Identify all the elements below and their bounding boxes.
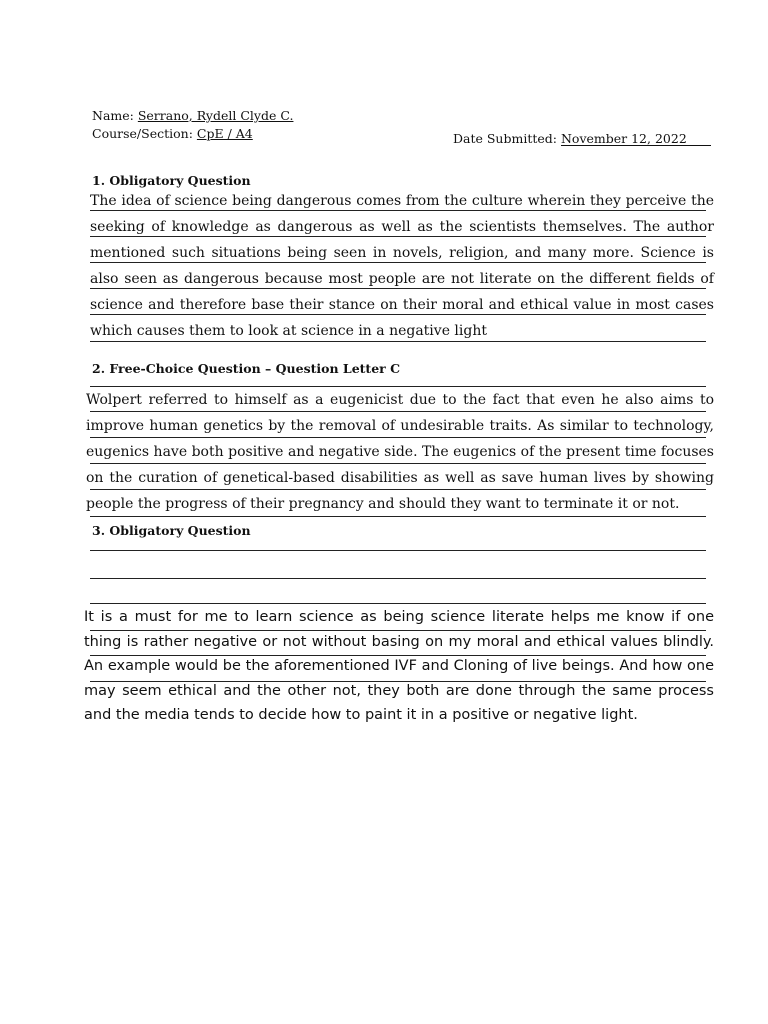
- date-submitted-line: [453, 131, 711, 146]
- question-2-answer: Wolpert referred to himself as a eugenicist due to the fact that even he also aims to improve human genetics by the removal of undesirable traits. As similar to technology, eugenics have both positive and negative side. The eugenics of the present time focuses on the curation of genetical-based disabilities as well as save human lives by showing people the progress of their pregnancy and should they want to terminate it or not.: [86, 392, 714, 512]
- question-3-answer: It is a must for me to learn science as being science literate helps me know if one thing is rather negative or not without basing on my moral and ethical values blindly. An example would be the aforementioned IVF and Cloning of live beings. And how one may seem ethical and the other not, they both are done through the same process and the media tends to decide how to paint it in a positive or negative light.: [84, 609, 714, 723]
- question-3-heading: 3. Obligatory Question: [92, 523, 251, 538]
- student-name: Serrano, Rydell Clyde C.: [137, 108, 294, 123]
- ruled-line: [90, 578, 706, 579]
- question-1-answer: The idea of science being dangerous comes from the culture wherein they perceive the seeking of knowledge as dangerous as well as the scientists themselves. The author mentioned such situations being seen in novels, religion, and many more. Science is also seen as dangerous because most people are not literate on the different fields of science and therefore base their stance on their moral and ethical value in most cases which causes them to look at science in a negative light: [90, 193, 714, 339]
- date-label: Date Submitted:: [453, 131, 557, 146]
- course-section-line: [92, 126, 253, 141]
- course-label: Course/Section:: [92, 126, 193, 141]
- ruled-line: [90, 550, 706, 551]
- name-line: [92, 108, 293, 123]
- name-label: Name:: [92, 108, 134, 123]
- course-section-value: CpE / A4: [196, 126, 253, 141]
- question-2-heading: 2. Free-Choice Question – Question Letter C: [92, 361, 401, 376]
- question-1-heading: 1. Obligatory Question: [92, 173, 251, 188]
- date-submitted-value: November 12, 2022: [561, 132, 711, 146]
- ruled-line: [90, 603, 706, 604]
